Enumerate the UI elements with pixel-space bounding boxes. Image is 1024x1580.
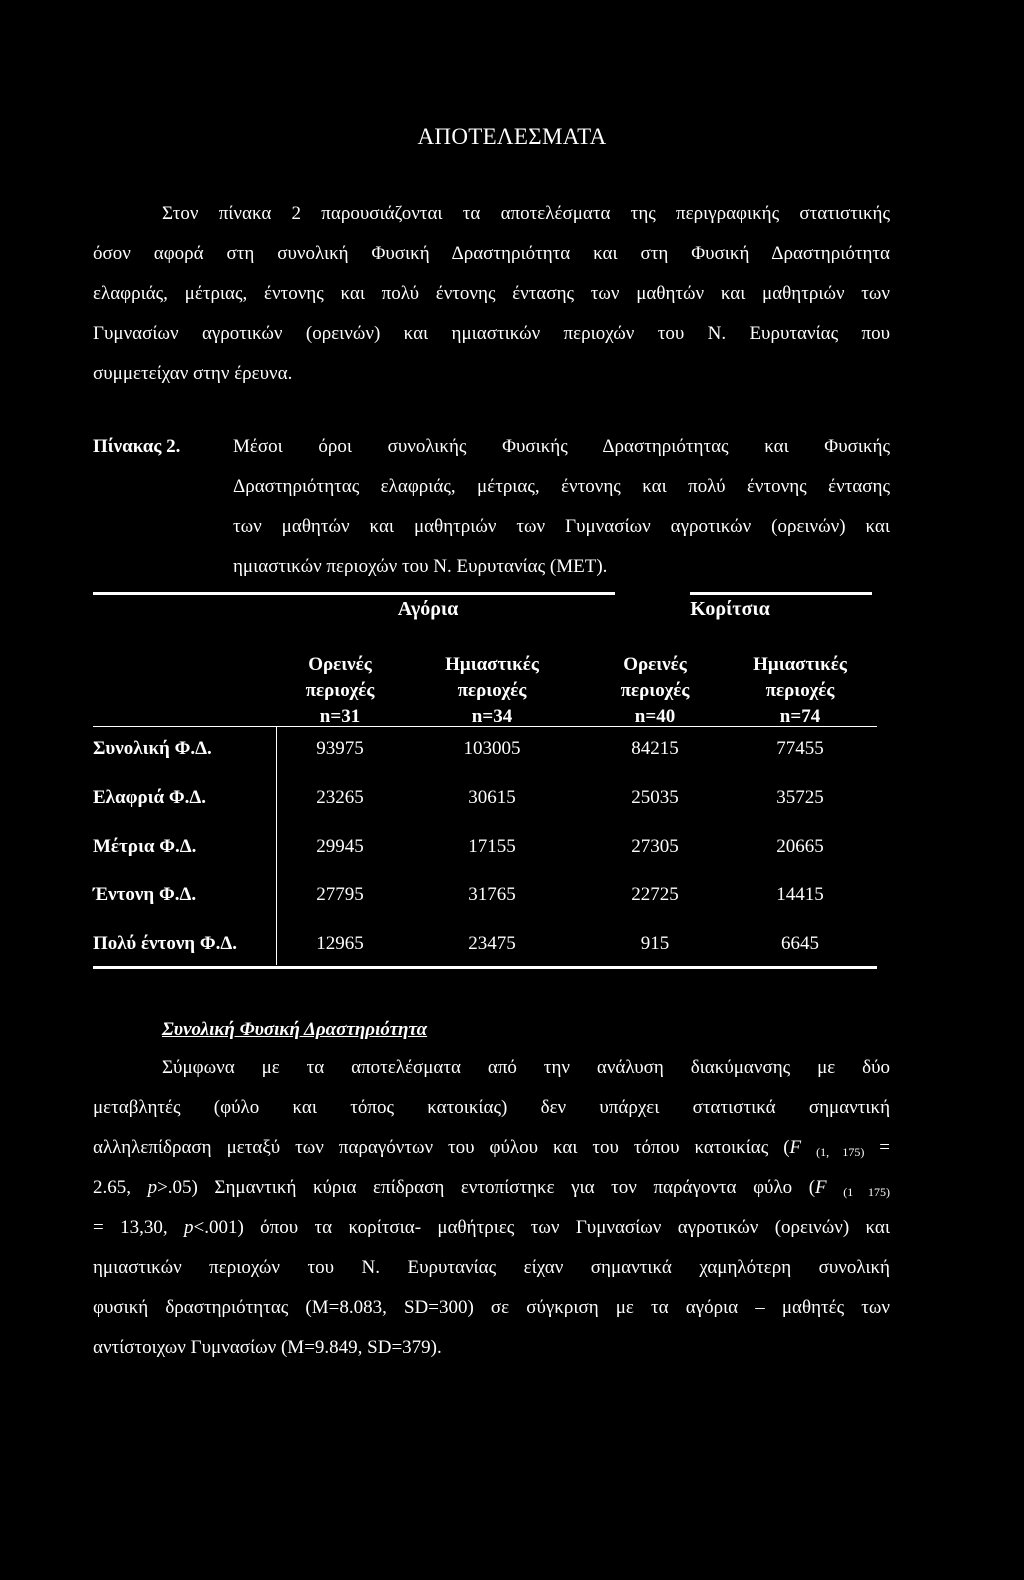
- column-header-line2: περιοχές: [765, 680, 835, 701]
- column-header-n: n=40: [634, 706, 676, 727]
- intro-line: Γυμνασίων αγροτικών (ορεινών) και ημιαστικών περιοχών του Ν. Ευρυτανίας που: [93, 323, 890, 344]
- body-text: <.001) όπου τα κορίτσια- μαθήτριες των Γυμνασίων αγροτικών (ορεινών) και: [193, 1217, 890, 1238]
- table-cell: 17155: [468, 836, 516, 857]
- body-text: αλληλεπίδραση μεταξύ των παραγόντων του φύλου και του τόπου κατοικίας (: [93, 1137, 790, 1158]
- table-cell: 30615: [468, 787, 516, 808]
- table-cell: 27305: [631, 836, 679, 857]
- body-line: [93, 1214, 890, 1242]
- column-header-line1: Ορεινές: [308, 654, 372, 675]
- column-header: [725, 652, 875, 730]
- table-bottom-rule: [93, 966, 877, 969]
- column-header: [417, 652, 567, 730]
- table-cell: 84215: [631, 738, 679, 759]
- table-cell: 12965: [316, 933, 364, 954]
- p-symbol: p: [183, 1217, 194, 1238]
- caption-line: των μαθητών και μαθητριών των Γυμνασίων αγροτικών (ορεινών) και: [233, 516, 890, 537]
- body-line: αντίστοιχων Γυμνασίων (M=9.849, SD=379).: [93, 1337, 442, 1358]
- column-header: [265, 652, 415, 730]
- degrees-of-freedom: (1 175): [843, 1185, 891, 1199]
- body-line: ημιαστικών περιοχών του Ν. Ευρυτανίας είχαν σημαντικά χαμηλότερη συνολική: [93, 1257, 890, 1278]
- caption-line: Δραστηριότητας ελαφριάς, μέτριας, έντονης και πολύ έντονης έντασης: [233, 476, 890, 497]
- degrees-of-freedom: (1, 175): [816, 1145, 865, 1159]
- column-header-line1: Ημιαστικές: [445, 654, 539, 675]
- body-text: >.05) Σημαντική κύρια επίδραση εντοπίστηκε για τον παράγοντα φύλο (: [157, 1177, 816, 1198]
- intro-line: συμμετείχαν στην έρευνα.: [93, 363, 293, 384]
- table-cell: 93975: [316, 738, 364, 759]
- table-cell: 14415: [776, 884, 824, 905]
- body-line: μεταβλητές (φύλο και τόπος κατοικίας) δεν υπάρχει στατιστικά σημαντική: [93, 1097, 890, 1118]
- table-cell: 27795: [316, 884, 364, 905]
- row-label: Πολύ έντονη Φ.Δ.: [93, 933, 238, 954]
- intro-line: όσον αφορά στη συνολική Φυσική Δραστηριότητα και στη Φυσική Δραστηριότητα: [93, 243, 890, 264]
- column-header-line2: περιοχές: [620, 680, 690, 701]
- table-cell: 6645: [781, 933, 819, 954]
- table-cell: 23475: [468, 933, 516, 954]
- f-symbol: F: [815, 1177, 827, 1198]
- body-text: 2.65,: [93, 1177, 148, 1198]
- column-header-line2: περιοχές: [305, 680, 375, 701]
- column-header: [580, 652, 730, 730]
- table-cell: 25035: [631, 787, 679, 808]
- body-line: [93, 1174, 890, 1202]
- row-label: Έντονη Φ.Δ.: [93, 884, 197, 905]
- column-header-line1: Ημιαστικές: [753, 654, 847, 675]
- table-top-rule-left: [93, 592, 615, 595]
- table-cell: 77455: [776, 738, 824, 759]
- group-header-boys: Αγόρια: [397, 598, 459, 620]
- intro-line: Στον πίνακα 2 παρουσιάζονται τα αποτελέσματα της περιγραφικής στατιστικής: [162, 203, 890, 224]
- table-cell: 22725: [631, 884, 679, 905]
- body-line: φυσική δραστηριότητας (M=8.083, SD=300) σε σύγκριση με τα αγόρια – μαθητές των: [93, 1297, 890, 1318]
- table-top-rule-right: [690, 592, 872, 595]
- body-line: [93, 1134, 890, 1162]
- caption-line: ημιαστικών περιοχών του Ν. Ευρυτανίας (ΜΕΤ).: [233, 556, 608, 577]
- caption-line: Μέσοι όροι συνολικής Φυσικής Δραστηριότητας και Φυσικής: [233, 436, 890, 457]
- page-heading: ΑΠΟΤΕΛΕΣΜΑΤΑ: [417, 124, 607, 149]
- table-caption-label: Πίνακας 2.: [93, 436, 181, 457]
- row-label: Συνολική Φ.Δ.: [93, 738, 212, 759]
- section-title: Συνολική Φυσική Δραστηριότητα: [162, 1019, 428, 1040]
- p-symbol: p: [147, 1177, 158, 1198]
- column-header-line2: περιοχές: [457, 680, 527, 701]
- body-text: = 13,30,: [93, 1217, 184, 1238]
- table-cell: 35725: [776, 787, 824, 808]
- body-line: Σύμφωνα με τα αποτελέσματα από την ανάλυση διακύμανσης με δύο: [162, 1057, 890, 1078]
- table-cell: 20665: [776, 836, 824, 857]
- intro-line: ελαφριάς, μέτριας, έντονης και πολύ έντονης έντασης των μαθητών και μαθητριών των: [93, 283, 890, 304]
- column-header-n: n=74: [779, 706, 821, 727]
- column-header-n: n=31: [319, 706, 361, 727]
- table-cell: 103005: [463, 738, 521, 759]
- row-label: Μέτρια Φ.Δ.: [93, 836, 197, 857]
- table-cell: 31765: [468, 884, 516, 905]
- f-symbol: F: [789, 1137, 802, 1158]
- row-label: Ελαφριά Φ.Δ.: [93, 787, 207, 808]
- table-cell: 23265: [316, 787, 364, 808]
- table-cell: 29945: [316, 836, 364, 857]
- table-cell: 915: [640, 933, 670, 954]
- column-header-n: n=34: [471, 706, 513, 727]
- body-text: =: [864, 1137, 891, 1158]
- group-header-girls: Κορίτσια: [690, 598, 770, 620]
- column-header-line1: Ορεινές: [623, 654, 687, 675]
